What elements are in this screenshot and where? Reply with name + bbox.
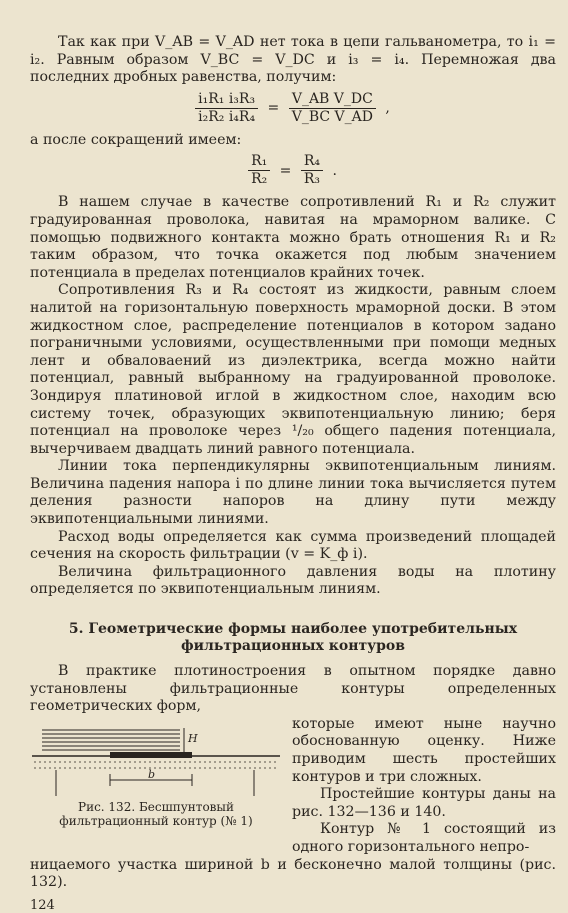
paragraph-9: Простейшие контуры даны на рис. 132—136 и 140.	[292, 786, 556, 820]
paragraph-8-right: которые имеют ныне научно обоснованную оценку. Ниже приводим шесть простейших контуров и три сложных.	[292, 715, 556, 785]
paragraph-6: Расход воды определяется как сумма произведений площадей сечения на скорость фильтрации (v = K_ф i).	[30, 528, 556, 563]
paragraph-8-full: В практике плотиностроения в опытном порядке давно установлены фильтрационные контуры определенных геометрических форм,	[30, 663, 556, 715]
eq1-right-denominator: V_BC V_AD	[291, 108, 373, 125]
page-body	[30, 34, 556, 913]
paragraph-10-right: Контур № 1 состоящий из одного горизонтального непро-	[292, 821, 556, 855]
paragraph-10-continuation: ницаемого участка шириной b и бесконечно малой толщины (рис. 132).	[30, 856, 556, 891]
eq2-left-numerator: R₁	[248, 153, 270, 171]
figure-caption: Рис. 132. Бесшпунтовый фильтрационный контур (№ 1)	[59, 799, 253, 828]
figure-row	[30, 716, 556, 857]
eq2-equals: =	[279, 162, 292, 179]
figure-132-drawing	[30, 716, 282, 798]
paragraph-4: Сопротивления R₃ и R₄ состоят из жидкости, равным слоем налитой на горизонтальную поверхность мраморной доски. В этом жидкостном слое, распределение потенциалов в котором задано пограничными условиями, осуществленными при помощи медных лент и обваловаений из диэлектрика, всегда можно найти потенциал, равный выбранному на градуированной проволоке. Зондируя платиновой иглой в жидкостном слое, находим всю систему точек, образующих эквипотенциальную линию; беря потенциал на проволоке через ¹/₂₀ общего падения потенциала, вычерчиваем двадцать линий равного потенциала.	[30, 282, 556, 457]
eq1-equals: =	[267, 100, 280, 117]
eq1-right-numerator: V_AB V_DC	[289, 91, 376, 109]
eq2-tail: .	[332, 162, 337, 179]
eq1-left-denominator: i₂R₂ i₄R₄	[198, 108, 256, 125]
paragraph-2: а после сокращений имеем:	[30, 131, 242, 148]
section-heading: 5. Геометрические формы наиболее употребительных фильтрационных контуров	[68, 621, 518, 655]
equation-2	[30, 153, 556, 188]
paragraph-5: Линии тока перпендикулярны эквипотенциальным линиям. Величина падения напора i по длине линии тока вычисляется путем деления разности напоров на длину пути между эквипотенциальными линиями.	[30, 458, 556, 528]
eq2-right-numerator: R₄	[301, 153, 323, 171]
figure-label-b: b	[148, 767, 156, 781]
figure-side-text	[292, 716, 556, 857]
eq2-left-denominator: R₂	[251, 171, 268, 188]
eq2-right-denominator: R₃	[303, 171, 321, 188]
page-number: 124	[30, 897, 55, 913]
figure-132	[30, 716, 282, 857]
paragraph-7: Величина фильтрационного давления воды на плотину определяется по эквипотенциальным линиям.	[30, 563, 556, 598]
equation-1	[30, 91, 556, 126]
figure-label-h: H	[188, 731, 198, 745]
paragraph-3: В нашем случае в качестве сопротивлений R₁ и R₂ служит градуированная проволока, навитая на мраморном валике. С помощью подвижного контакта можно брать отношения R₁ и R₂ таким образом, что точка окажется под любым значением потенциала в пределах потенциалов крайних точек.	[30, 194, 556, 281]
eq1-tail: ,	[385, 100, 390, 117]
paragraph-1: Так как при V_AB = V_AD нет тока в цепи гальванометра, то i₁ = i₂. Равным образом V_BC = V_DC и i₃ = i₄. Перемножая два последних дробных равенства, получим:	[30, 34, 556, 86]
eq1-left-numerator: i₁R₁ i₃R₃	[195, 91, 258, 109]
